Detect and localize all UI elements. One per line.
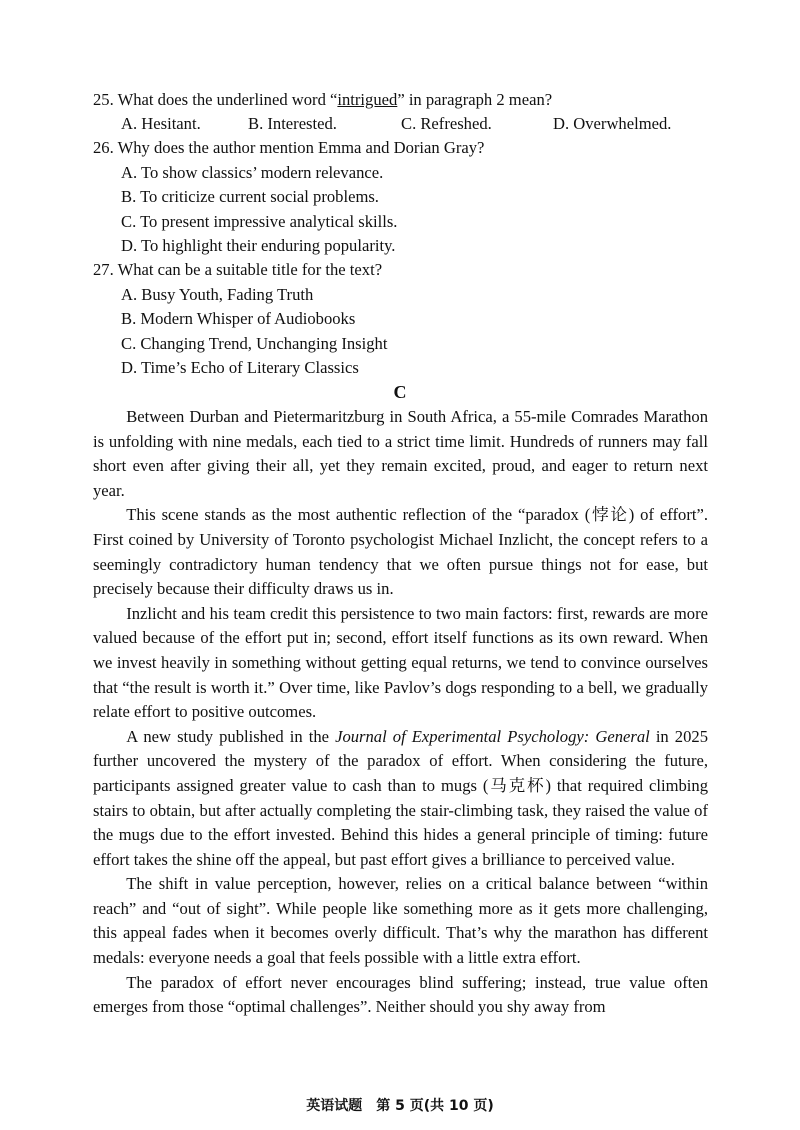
question-25-option-d: D. Overwhelmed. bbox=[553, 114, 672, 133]
paragraph-4-before: A new study published in the bbox=[126, 726, 336, 746]
page-footer: 英语试题 第 5 页(共 10 页) bbox=[306, 1098, 494, 1114]
question-26-option-c: C. To present impressive analytical skills. bbox=[121, 212, 398, 231]
paragraph-4 bbox=[93, 725, 708, 873]
question-26-option-a: A. To show classics’ modern relevance. bbox=[121, 163, 384, 182]
question-26-option-d: D. To highlight their enduring popularity. bbox=[121, 236, 396, 255]
question-27-option-c: C. Changing Trend, Unchanging Insight bbox=[121, 334, 388, 353]
paragraph-5: The shift in value perception, however, relies on a critical balance between “within reach” and “out of sight”. While people like something more as it gets more challenging, this appeal fades when it becomes overly difficult. That’s why the marathon has different medals: everyone needs a goal that feels possible with a little extra effort. bbox=[93, 874, 708, 968]
question-25-option-c: C. Refreshed. bbox=[401, 114, 492, 133]
question-27-option-a: A. Busy Youth, Fading Truth bbox=[121, 285, 314, 304]
question-27-option-d: D. Time’s Echo of Literary Classics bbox=[121, 358, 359, 377]
question-25-option-a: A. Hesitant. bbox=[121, 114, 201, 133]
journal-title: Journal of Experimental Psychology: General bbox=[335, 726, 650, 746]
question-26-stem: 26. Why does the author mention Emma and Dorian Gray? bbox=[93, 138, 485, 157]
question-26-option-b: B. To criticize current social problems. bbox=[121, 187, 379, 206]
paragraph-1: Between Durban and Pietermaritzburg in South Africa, a 55-mile Comrades Marathon is unfolding with nine medals, each tied to a strict time limit. Hundreds of runners may fall short even after giving their all, yet they remain excited, proud, and eager to return next year. bbox=[93, 407, 708, 500]
paragraph-3: Inzlicht and his team credit this persistence to two main factors: first, rewards are more valued because of the effort put in; second, effort itself functions as its own reward. When we invest heavily in something without getting equal returns, we tend to convince ourselves that “the result is worth it.” Over time, like Pavlov’s dogs responding to a bell, we gradually relate effort to positive outcomes. bbox=[93, 603, 708, 722]
reading-passage bbox=[93, 405, 708, 1020]
underlined-word: intrigued bbox=[337, 90, 398, 109]
question-27-option-b: B. Modern Whisper of Audiobooks bbox=[121, 309, 356, 328]
question-25-stem-before: 25. What does the underlined word “ bbox=[93, 90, 338, 109]
question-25-stem-after: ” in paragraph 2 mean? bbox=[397, 90, 553, 109]
question-25-stem bbox=[93, 88, 552, 112]
paragraph-2: This scene stands as the most authentic reflection of the “paradox (悖论) of effort”. First coined by University of Toronto psychologist Michael Inzlicht, the concept refers to a seemingly contradictory human tendency that we often pursue things not for ease, but precisely because their difficulty draws us in. bbox=[93, 505, 708, 599]
question-27-stem: 27. What can be a suitable title for the text? bbox=[93, 260, 383, 279]
paragraph-4-after: in 2025 further uncovered the mystery of the paradox of effort. When considering the future, participants assigned greater value to cash than to mugs (马克杯) that required climbing stairs to obtain, but after actually completing the stair-climbing task, they raised the value of the mugs due to the effort invested. Behind this hides a general principle of timing: future effort takes the shine off the appeal, but past effort gives a brilliance to perceived value. bbox=[93, 726, 708, 869]
question-25-option-b: B. Interested. bbox=[248, 114, 337, 133]
section-heading: C bbox=[393, 382, 407, 402]
paragraph-6: The paradox of effort never encourages blind suffering; instead, true value often emerges from those “optimal challenges”. Neither should you shy away from bbox=[93, 972, 708, 1017]
